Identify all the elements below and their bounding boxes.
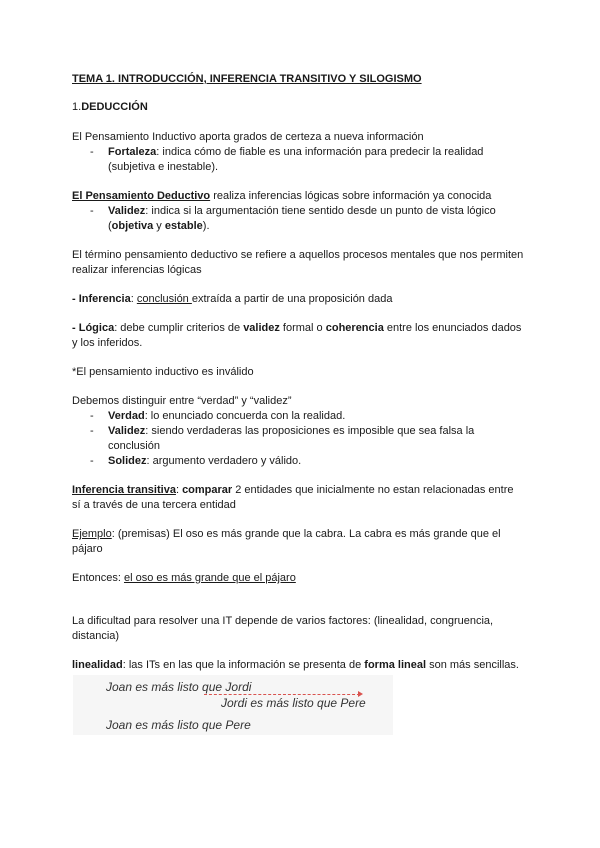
transitive-line-2: sí a través de una tercera entidad: [72, 499, 236, 511]
logica-line: - Lógica: debe cumplir criterios de validez formal o coherencia entre los enunciados dados: [72, 322, 522, 334]
distinguish-line: Debemos distinguir entre “verdad” y “validez”: [72, 395, 292, 407]
difficulty-line-2: distancia): [72, 630, 120, 642]
objetiva-word: objetiva: [111, 220, 154, 232]
comparar-word: comparar: [182, 484, 233, 496]
estable-word: estable: [164, 220, 203, 232]
linealidad-label: linealidad: [72, 659, 123, 671]
validez-text: : indica si la argumentación tiene sentido desde un punto de vista lógico: [145, 205, 496, 217]
inductive-note: *El pensamiento inductivo es inválido: [72, 366, 254, 378]
validez-word: validez: [243, 322, 280, 334]
example-label: Ejemplo: [72, 528, 112, 540]
deductive-text: realiza inferencias lógicas sobre información ya conocida: [210, 190, 492, 202]
example-line: Ejemplo: (premisas) El oso es más grande que la cabra. La cabra es más grande que el: [72, 528, 501, 540]
deductive-line: [72, 189, 491, 203]
validez-label-2: Validez: [108, 425, 146, 437]
inferencia-label: Inferencia: [78, 293, 131, 305]
entonces-conclusion: el oso es más grande que el pájaro: [123, 572, 296, 584]
term-line-1: El término pensamiento deductivo se refiere a aquellos procesos mentales que nos permiten: [72, 249, 524, 261]
transitive-label: Inferencia transitiva: [72, 484, 176, 496]
fortaleza-label: Fortaleza: [108, 146, 157, 158]
conclusion-word: conclusión: [136, 293, 192, 305]
section-heading: [72, 100, 148, 114]
example-premise-1: Joan es más listo que Jordi: [106, 680, 252, 694]
difficulty-line-1: La dificultad para resolver una IT depende de varios factores: (linealidad, congruencia,: [72, 615, 494, 627]
verdad-label: Verdad: [108, 410, 145, 422]
linealidad-line: linealidad: las ITs en las que la información se presenta de forma lineal son más sencillas.: [72, 659, 519, 671]
arrow-icon: [204, 694, 360, 695]
arrow-head-icon: [358, 691, 363, 697]
logica-label: Lógica: [78, 322, 115, 334]
example-premise-2: Jordi es más listo que Pere: [221, 696, 366, 710]
fortaleza-text-2: (subjetiva e inestable).: [108, 161, 219, 173]
document-title: TEMA 1. INTRODUCCIÓN, INFERENCIA TRANSITIVO Y SILOGISMO: [72, 73, 422, 85]
inferencia-line: - Inferencia: conclusión extraída a partir de una proposición dada: [72, 293, 393, 305]
deductive-label: El Pensamiento Deductivo: [72, 190, 211, 202]
entonces-line: Entonces: el oso es más grande que el pájaro: [72, 572, 296, 584]
validez-text-conclusion: conclusión: [108, 440, 160, 452]
forma-lineal-word: forma lineal: [364, 659, 427, 671]
validez-label: Validez: [108, 205, 146, 217]
term-line-2: realizar inferencias lógicas: [72, 264, 202, 276]
logica-line-2: y los inferidos.: [72, 337, 143, 349]
section-number: 1.: [72, 101, 82, 113]
example-conclusion: Joan es más listo que Pere: [106, 718, 251, 732]
validez-text-2: (objetiva y estable).: [108, 220, 210, 232]
inductive-line: El Pensamiento Inductivo aporta grados de certeza a nueva información: [72, 131, 424, 143]
coherencia-word: coherencia: [325, 322, 384, 334]
transitive-line: Inferencia transitiva: comparar 2 entidades que inicialmente no estan relacionadas entre: [72, 484, 514, 496]
fortaleza-text: : indica cómo de fiable es una información para predecir la realidad: [156, 146, 484, 158]
section-title: DEDUCCIÓN: [81, 101, 148, 113]
solidez-label: Solidez: [108, 455, 147, 467]
example-line-2: pájaro: [72, 543, 103, 555]
